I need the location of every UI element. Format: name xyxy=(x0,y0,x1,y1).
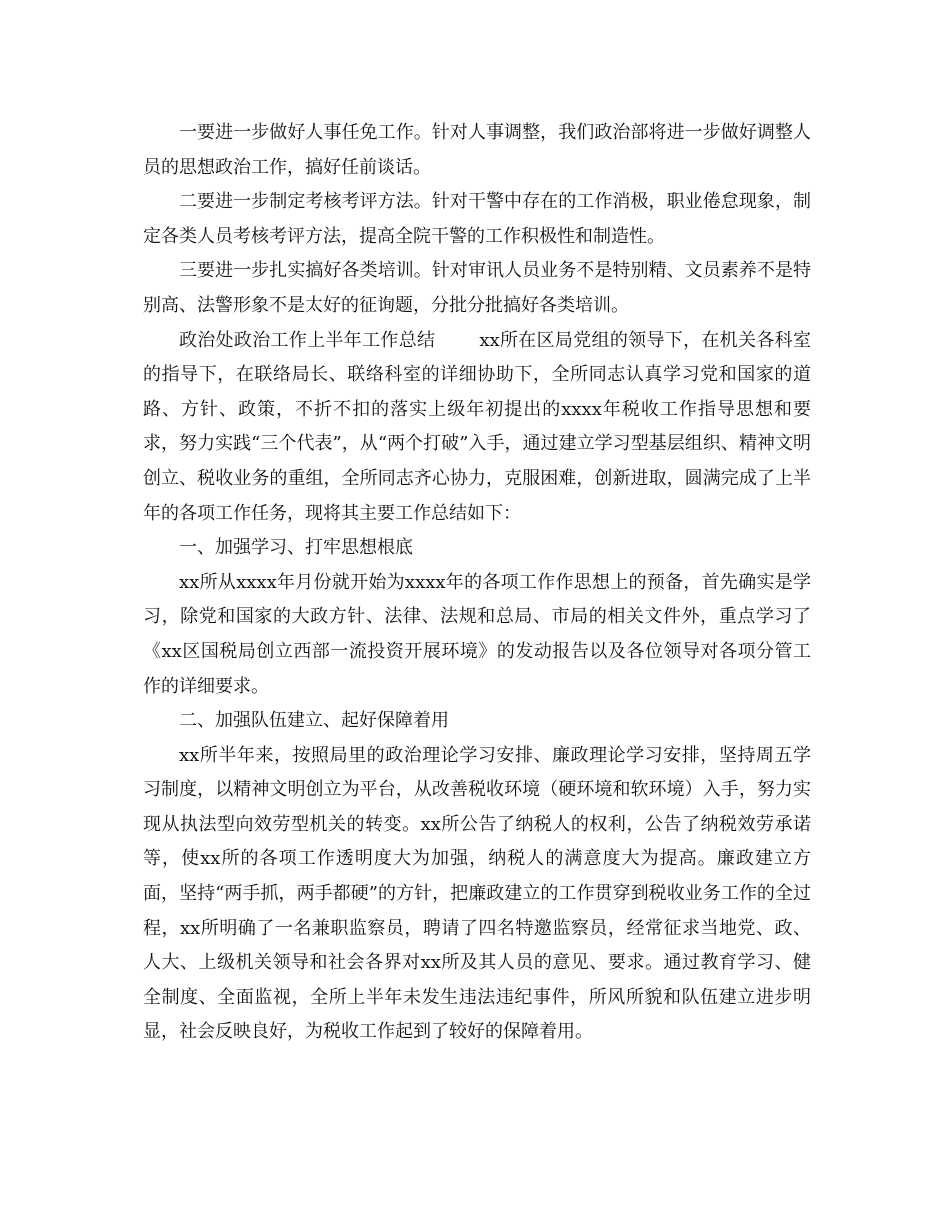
document-page xyxy=(143,116,811,1050)
paragraph-appointment: 一要进一步做好人事任免工作。针对人事调整，我们政治部将进一步做好调整人员的思想政治工作，搞好任前谈话。 xyxy=(143,122,811,178)
paragraph-report-intro xyxy=(143,324,811,532)
report-title: 政治处政治工作上半年工作总结 xyxy=(179,329,436,351)
section-heading-team: 二、加强队伍建立、起好保障着用 xyxy=(179,710,449,732)
report-intro-text: xx所在区局党组的领导下，在机关各科室的指导下，在联络局长、联络科室的详细协助下，全所同志认真学习党和国家的道路、方针、政策，不折不扣的落实上级年初提出的xxxx年税收工作指导思想和要求，努力实践“三个代表”，从“两个打破”入手，通过建立学习型基层组织、精神文明创立、税收业务的重组，全所同志齐心协力，克服困难，创新进取，圆满完成了上半年的各项工作任务，现将其主要工作总结如下： xyxy=(143,329,811,524)
section-heading-study: 一、加强学习、打牢思想根底 xyxy=(179,537,413,559)
paragraph-assessment: 二要进一步制定考核考评方法。针对干警中存在的工作消极，职业倦怠现象，制定各类人员考核考评方法，提高全院干警的工作积极性和制造性。 xyxy=(143,191,811,247)
section-body-team: xx所半年来，按照局里的政治理论学习安排、廉政理论学习安排，坚持周五学习制度，以精神文明创立为平台，从改善税收环境（硬环境和软环境）入手，努力实现从执法型向效劳型机关的转变。xx所公告了纳税人的权利，公告了纳税效劳承诺等，使xx所的各项工作透明度大为加强，纳税人的满意度大为提高。廉政建立方面，坚持“两手抓，两手都硬”的方针，把廉政建立的工作贯穿到税收业务工作的全过程，xx所明确了一名兼职监察员，聘请了四名特邀监察员，经常征求当地党、政、人大、上级机关领导和社会各界对xx所及其人员的意见、要求。通过教育学习、健全制度、全面监视，全所上半年未发生违法违纪事件，所风所貌和队伍建立进步明显，社会反映良好，为税收工作起到了较好的保障着用。 xyxy=(143,744,811,1043)
section-body-study: xx所从xxxx年月份就开始为xxxx年的各项工作作思想上的预备，首先确实是学习，除党和国家的大政方针、法律、法规和总局、市局的相关文件外，重点学习了《xx区国税局创立西部一流投资开展环境》的发动报告以及各位领导对各项分管工作的详细要求。 xyxy=(143,571,811,697)
paragraph-training: 三要进一步扎实搞好各类培训。针对审讯人员业务不是特别精、文员素养不是特别高、法警形象不是太好的征询题，分批分批搞好各类培训。 xyxy=(143,260,811,316)
